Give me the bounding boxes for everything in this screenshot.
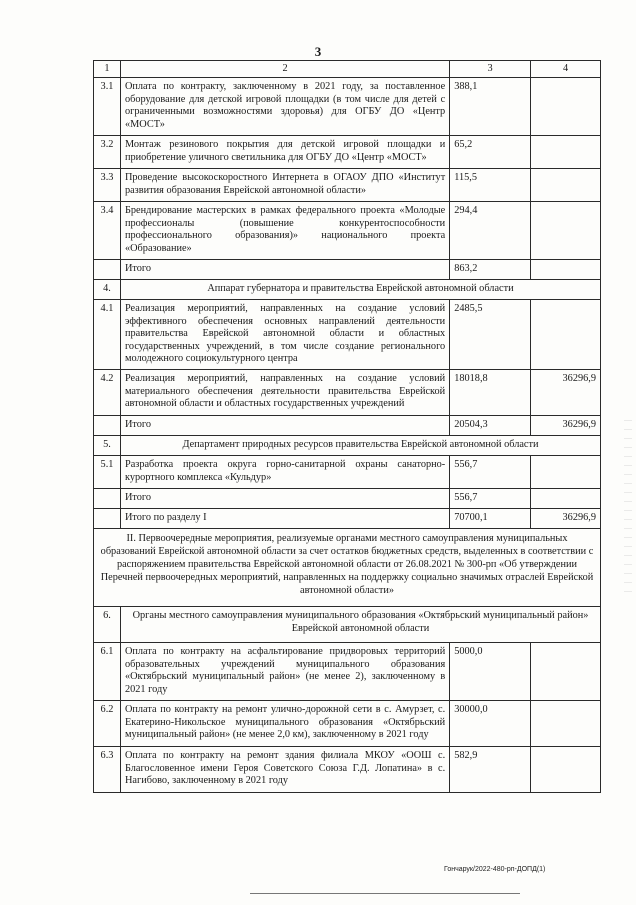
item-description: Монтаж резинового покрытия для детской игровой площадки и приобретение уличного светильника для ОГБУ ДО «Центр «МОСТ» [120,136,449,169]
table-row [94,456,601,489]
item-number: 3.4 [94,202,121,260]
amount-col3: 582,9 [450,747,531,793]
department-number: 5. [94,436,121,456]
amount-col3: 20504,3 [450,416,531,436]
amount-col4 [531,169,601,202]
total-row [94,489,601,509]
amount-col3: 115,5 [450,169,531,202]
item-number: 4.2 [94,370,121,416]
item-description: Оплата по контракту на ремонт улично-дорожной сети в с. Амурзет, с. Екатерино-Никольское муниципального образования «Октябрьский муниципальный район» (не менее 2,0 км), заключенному в 2021 году [120,701,449,747]
item-number: 3.3 [94,169,121,202]
table-row [94,643,601,701]
amount-col4 [531,78,601,136]
amount-col4: 36296,9 [531,370,601,416]
bottom-divider [250,893,520,894]
department-title: Департамент природных ресурсов правительства Еврейской автономной области [120,436,600,456]
amount-col3: 388,1 [450,78,531,136]
amount-col3: 70700,1 [450,509,531,529]
department-number: 4. [94,280,121,300]
amount-col4 [531,643,601,701]
total-row [94,416,601,436]
total-row [94,260,601,280]
table-row [94,202,601,260]
amount-col4 [531,701,601,747]
item-number: 3.1 [94,78,121,136]
item-number [94,416,121,436]
header-cell: 2 [120,61,449,78]
amount-col3: 863,2 [450,260,531,280]
department-title: Аппарат губернатора и правительства Еврейской автономной области [120,280,600,300]
header-cell: 1 [94,61,121,78]
amount-col4: 36296,9 [531,509,601,529]
item-description: Оплата по контракту, заключенному в 2021 году, за поставленное оборудование для детской игровой площадки (в том числе для детей с ограниченными возможностями здоровья) для ОГБУ ДО «Центр «МОСТ» [120,78,449,136]
department-row [94,607,601,643]
department-row [94,280,601,300]
table-row [94,300,601,370]
amount-col4 [531,300,601,370]
table-row [94,78,601,136]
amount-col3: 5000,0 [450,643,531,701]
item-description: Оплата по контракту на асфальтирование придворовых территорий образовательных учреждений муниципального образования «Октябрьский муниципальный район» (не менее 2), заключенному в 2021 году [120,643,449,701]
amount-col3: 2485,5 [450,300,531,370]
amount-col3: 556,7 [450,456,531,489]
amount-col3: 556,7 [450,489,531,509]
budget-table [93,60,601,793]
amount-col4 [531,489,601,509]
item-number: 3.2 [94,136,121,169]
item-description: Итого [120,416,449,436]
column-number-row [94,61,601,78]
item-description: Реализация мероприятий, направленных на создание условий материального обеспечения деятельности правительства Еврейской автономной области и областных государственных учреждений [120,370,449,416]
item-number [94,489,121,509]
item-number: 6.1 [94,643,121,701]
amount-col4 [531,747,601,793]
item-description: Реализация мероприятий, направленных на создание условий эффективного обеспечения основных направлений деятельности правительства Еврейской автономной области и областных государственных учреждений, в том числе создание регионального молодежного социокультурного центра [120,300,449,370]
footer-document-code: Гончарук/2022-480-рп-ДОПД(1) [444,866,546,873]
item-description: Итого [120,489,449,509]
amount-col4 [531,260,601,280]
table-row [94,747,601,793]
department-title: Органы местного самоуправления муниципального образования «Октябрьский муниципальный район» Еврейской автономной области [120,607,600,643]
department-row [94,436,601,456]
amount-col3: 30000,0 [450,701,531,747]
item-number: 6.3 [94,747,121,793]
table-row [94,136,601,169]
amount-col4: 36296,9 [531,416,601,436]
amount-col3: 294,4 [450,202,531,260]
amount-col4 [531,136,601,169]
page-number: 3 [314,44,322,59]
amount-col4 [531,202,601,260]
table-row [94,169,601,202]
item-description: Оплата по контракту на ремонт здания филиала МКОУ «ООШ с. Благословенное имени Героя Советского Союза Г.Д. Лопатина» в с. Нагибово, заключенному в 2021 году [120,747,449,793]
item-number: 5.1 [94,456,121,489]
table-row [94,370,601,416]
amount-col3: 65,2 [450,136,531,169]
item-description: Проведение высокоскоростного Интернета в ОГАОУ ДПО «Институт развития образования Еврейской автономной области» [120,169,449,202]
scan-edge-artifact [624,420,632,600]
item-number: 4.1 [94,300,121,370]
header-cell: 4 [531,61,601,78]
amount-col3: 18018,8 [450,370,531,416]
section-heading-row [94,529,601,607]
total-row [94,509,601,529]
item-description: Итого по разделу I [120,509,449,529]
table-row [94,701,601,747]
item-number [94,260,121,280]
section-heading: II. Первоочередные мероприятия, реализуемые органами местного самоуправления муниципальных образований Еврейской автономной области за счет остатков бюджетных средств, выделенных в соответствии с распоряжением правительства Еврейской автономной области от 26.08.2021 № 300-рп «Об утверждении Перечней первоочередных мероприятий, направленных на поддержку социально значимых отраслей Еврейской автономной области» [94,529,601,607]
item-description: Разработка проекта округа горно-санитарной охраны санаторно-курортного комплекса «Кульдур» [120,456,449,489]
item-description: Итого [120,260,449,280]
amount-col4 [531,456,601,489]
item-description: Брендирование мастерских в рамках федерального проекта «Молодые профессионалы (повышение конкурентоспособности профессионального образования)» национального проекта «Образование» [120,202,449,260]
item-number [94,509,121,529]
department-number: 6. [94,607,121,643]
item-number: 6.2 [94,701,121,747]
header-cell: 3 [450,61,531,78]
